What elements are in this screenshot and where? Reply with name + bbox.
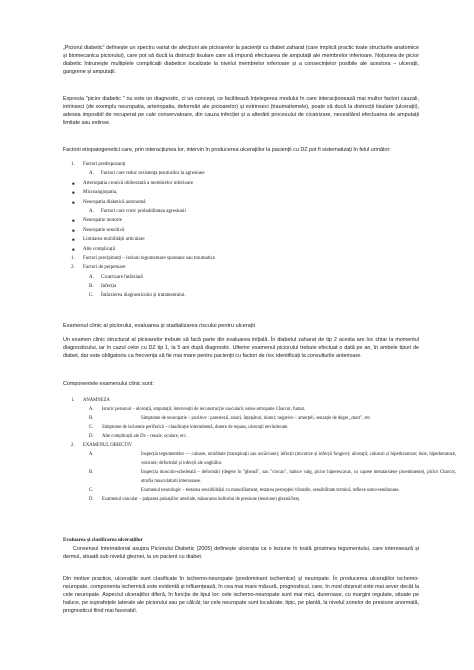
list-marker: A.: [89, 407, 94, 412]
component-item: [63, 468, 456, 486]
list-item-text: Factori care cresc probabilitatea agresiunii: [101, 208, 186, 214]
list-item-text: Factori de perpetuare: [83, 265, 126, 271]
list-marker: B.: [89, 470, 94, 475]
list-marker: C.: [89, 425, 94, 430]
list-marker: 2.: [71, 265, 75, 271]
list-item-text: Factori predispozanți: [83, 162, 126, 167]
component-item: [63, 414, 423, 423]
list-marker: ■: [72, 190, 75, 196]
factor-item: [63, 254, 433, 263]
list-marker: 1.: [71, 162, 75, 167]
classification-paragraph-types: Din motive practice, ulcerațiile sunt clasificate în ischemo-neuropate (predominant ischemice) și neuropate. În producerea ulcerațiilor ischemo-neuropate, componenta ischemică este evidentă și influențează, în cea mai mare măsură, prognosticul, care, în mod obișnuit este mai sever decât la cele neuropate. Aspectul ulcerațiilor diferă, în funcție de tipul lor: cele ischemo-neuropate sunt mai mici, dureroase, cu margini regulate, situate pe haluce, pe suprafețele laterale ale piciorului sau pe călcâi; iar cele neuropate sunt localizate, tipic, pe plantă, la nivelul zonelor de presiune anormală, prognosticul fiind mai favorabil.: [63, 576, 419, 615]
list-item-text: Întârzierea diagnosticului și tratamentului.: [101, 293, 186, 299]
component-item: [63, 486, 423, 495]
factors-list: [63, 160, 433, 301]
list-marker: B.: [89, 284, 94, 290]
list-item-text: Examenul vascular – palparea pulsațiilor arteriale, măsurarea indicelui de presiune (tensiune) gleznă/braț.: [102, 497, 300, 502]
list-item-text: EXAMENUL OBIECTIV: [83, 443, 133, 448]
exam-paragraph-structure: Un examen clinic structurat al picioarelor trebuie să facă parte din evaluarea inițială. În diabetul zaharat de tip 2 acesta are loc chiar la momentul diagnosticului, iar în cazul celor cu DZ tip 1, la 5 ani după diagnostic. Ulterior examenul piciorului trebuie efectuat o dată pe an, în ambele tipuri de diabet, dar este obligatoriu ca frecvența să fie mai mare pentru pacienții cu factori de risc identificați la consulturile anterioare.: [63, 337, 419, 360]
list-marker: ■: [72, 180, 75, 186]
component-item: [63, 423, 423, 432]
list-marker: ■: [72, 199, 75, 205]
list-item-text: Neuropatie senzitivă: [83, 227, 125, 233]
list-marker: A.: [89, 171, 94, 177]
list-item-text: Inspecția tegumentelor — culoare, umiditate (transpirații sau uscăciune); infecții (micotice și infecții fungice); ulcerații; calusuri și hiperkeratoze; bule, hiperkeratoze, vezicule; deformări și infecții ale unghiilor.: [141, 452, 456, 466]
list-item-text: Examenul neurologic – testarea sensibilității cu monofilament, testarea percepției vibratile, sensibilitate termică, reflexe osteo-tendinoase.: [141, 488, 400, 493]
list-marker: A.: [89, 274, 94, 280]
list-marker: 1.: [71, 255, 75, 261]
component-item: [63, 432, 423, 441]
components-list: [63, 396, 456, 504]
list-item-text: Simptome de neuropatie – pozitive : parestezii, arsuri, înțepături, dureri; negative – amorțeli, senzație de deget „mort", etc.: [141, 416, 372, 421]
intro-paragraph-definition: „Piciorul diabetic” definește un spectru variat de afecțiuni ale picioarelor la pacienții cu diabet zaharat (care implică practic toate structurile anatomice și biomecanica piciorului), care pot să ducă la distrucții tisulare care să impună efectuarea de amputații ale membrelor inferioare. Noțiunea de picior diabetic întrunește multiplele complicații diabetice localizate la nivelul membrelor inferioare și a consecințelor posibile ale acestora – ulcerații, gangrene și amputații.: [63, 45, 419, 76]
list-marker: 1.: [71, 398, 75, 403]
factor-item: [63, 282, 433, 291]
list-marker: A.: [89, 208, 94, 214]
list-marker: ■: [72, 237, 75, 243]
list-item-text: Alte complicații: [83, 246, 116, 252]
list-item-text: Factori care reduc rezistența țesuturilor la agresiune: [101, 171, 205, 177]
factor-item: [63, 160, 433, 169]
list-marker: C.: [89, 488, 94, 493]
factor-item: [63, 207, 433, 216]
list-item-text: Microangiopatia,: [83, 190, 118, 196]
component-item: [63, 405, 423, 414]
list-item-text: Inspecția musculo-scheletală – deformări (degete în "gheară", sau "ciocan", haluce valg, picior hiperescavat, cu capete metatarsiene proeminente), picior Charcot, atrofia musculaturii interosoase.: [141, 470, 456, 484]
list-marker: ■: [72, 218, 75, 224]
list-item-text: Neuropatie motorie: [83, 218, 123, 224]
factor-item: [63, 235, 433, 244]
factor-item: [63, 263, 433, 272]
list-marker: 2.: [71, 443, 75, 448]
list-marker: D.: [89, 434, 94, 439]
list-marker: ■: [72, 246, 75, 252]
component-item: [63, 441, 423, 450]
list-item-text: ANAMNEZA: [83, 398, 110, 403]
exam-heading: Examenul clinic al piciorului, evaluarea și stadializarea riscului pentru ulcerații: [63, 323, 255, 329]
factor-item: [63, 273, 433, 282]
factor-item: [63, 245, 433, 254]
list-item-text: Limitarea mobilității articulare: [83, 237, 145, 243]
factor-item: [63, 216, 433, 225]
classification-heading: Evaluarea și clasificarea ulcerațiilor: [63, 537, 143, 543]
list-marker: ■: [72, 227, 75, 233]
component-item: [63, 495, 423, 504]
list-item-text: Cicatrizare întârziată: [101, 274, 143, 280]
list-item-text: Simptome de ischemie periferică – claudicație intermitentă, durere de repaus, ulcerații nevindecate.: [102, 425, 289, 430]
intro-paragraph-concept: Expresia "picior diabetic " nu este un diagnostic, ci un concept, ce facilitează înțelegerea modului în care interacționează mai multor factori cauzali, intrinseci (de exemplu neuropatia, arteriopatia, deformări ale picioarelor) și extrinseci (traumatismele), poate să ducă la distrucții tisulare (ulcerații), adesea imposibil de recuperat pe cale conservatoare, din cauza infecției și a alterării procesului de cicatrizare, necesitând efectuarea de amputații limitate sau extinse.: [63, 96, 419, 127]
factor-item: [63, 188, 433, 197]
component-item: [63, 450, 456, 468]
list-marker: B.: [89, 416, 94, 421]
list-item-text: Arteriopatia cronică obliterantă a membrelor inferioare: [83, 180, 194, 186]
factor-item: [63, 169, 433, 178]
exam-paragraph-components: Componentele examenului clinic sunt:: [63, 381, 154, 387]
factor-item: [63, 198, 433, 207]
factor-item: [63, 291, 433, 300]
classification-paragraph-definition: Consensul International asupra Piciorului Diabetic (2005) definește ulcerația ca o leziune în toată grosimea tegumentului, care interesează și dermul, situată sub nivelul gleznei, la un pacient cu diabet.: [63, 546, 419, 561]
list-item-text: Infecția: [101, 284, 117, 290]
list-marker: D.: [89, 497, 94, 502]
list-item-text: Factori precipitanți – leziuni tegumentare spontane sau traumatice: [83, 255, 216, 261]
list-marker: A.: [89, 452, 94, 457]
factor-item: [63, 226, 433, 235]
component-item: [63, 396, 423, 405]
list-marker: C.: [89, 293, 94, 299]
list-item-text: Istoric personal – ulcerații, amputații; intervenții de reconstrucție vasculară; osteo-artropatie Charcot, fumat.: [102, 407, 306, 412]
factor-item: [63, 179, 433, 188]
intro-paragraph-factors: Factorii etiopatogenetici care, prin interacțiunea lor, intervin în producerea ulcerațiilor la pacienții cu DZ pot fi sistematizați în felul următor:: [63, 147, 391, 153]
list-item-text: Neuropatia diabetică autonomă: [83, 199, 146, 205]
list-item-text: Alte complicații ale Dz – renale, oculare, etc.: [102, 434, 187, 439]
